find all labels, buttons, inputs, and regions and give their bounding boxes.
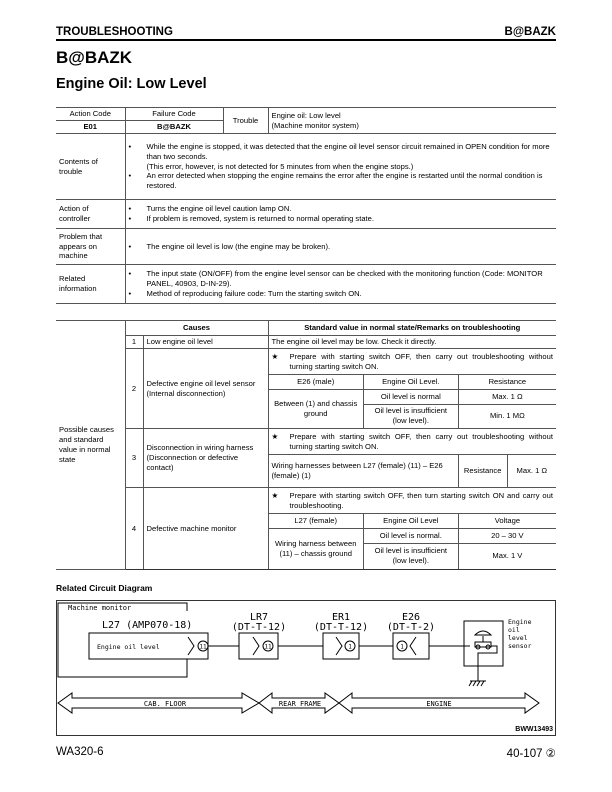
value: 20 – 30 V (458, 528, 556, 543)
subheader: Resistance (458, 375, 556, 389)
page-title: B@BAZK (56, 48, 133, 67)
remark-note: ★ Prepare with starting switch OFF, then carry out troubleshooting without turning starting switch ON. (268, 349, 556, 375)
pin-label: 1 (400, 643, 404, 651)
subheader: Engine Oil Level (363, 514, 458, 528)
failure-info-table (56, 107, 556, 304)
connector-e26 (393, 633, 429, 659)
subheader: L27 (female) (269, 514, 364, 528)
cause: Defective machine monitor (143, 488, 268, 570)
sensor-label: sensor (508, 642, 532, 650)
section-header: TROUBLESHOOTING (56, 26, 173, 38)
diagram-heading: Related Circuit Diagram (56, 583, 153, 593)
related-information: • The input state (ON/OFF) from the engine level sensor can be checked with the monitoring function (Code: MONITOR PANEL, 40903, D-IN-29). • Method of reproducing failure code: Turn the starting switch ON. (125, 265, 556, 304)
subheader: Voltage (458, 514, 556, 528)
action-of-controller: • Turns the engine oil level caution lamp ON. • If problem is removed, system is returned to normal operating state. (125, 200, 556, 229)
footer-model: WA320-6 (56, 746, 104, 758)
condition: Oil level is insufficient (low level). (363, 404, 458, 428)
sensor-label: oil (508, 626, 520, 634)
connector-lr7-type: (DT-T-12) (231, 622, 287, 633)
failure-code-label: Failure Code (125, 108, 223, 121)
pin-label: 1 (348, 643, 352, 651)
cause: Low engine oil level (143, 336, 268, 349)
harness-check-table (268, 455, 556, 488)
trouble-description: Engine oil: Low level (Machine monitor system) (268, 108, 556, 134)
cause-number: 1 (125, 336, 143, 349)
contents-of-trouble: • While the engine is stopped, it was detected that the engine oil level sensor circuit remained in OPEN condition for more than two seconds. (This error, however, is not detected for 5 minutes from when the engine stops.) • An error detected when stopping the engine remains the error after the engine is restarted until the normal condition is restored. (125, 134, 556, 200)
remark-note: ★ Prepare with starting switch OFF, then turn starting switch ON and carry out troubleshooting. (268, 488, 556, 514)
measure-point: Wiring harnesses between L27 (female) (11) – E26 (female) (1) (271, 461, 443, 480)
connector-er1 (323, 633, 359, 659)
zone-label: CAB. FLOOR (143, 700, 187, 708)
measure-point: Wiring harness between (11) – chassis ground (269, 528, 364, 569)
page-subtitle: Engine Oil: Low Level (56, 76, 207, 92)
cause-number: 4 (125, 488, 143, 570)
value: Max. 1 V (458, 543, 556, 569)
connector-e26-label: E26 (401, 612, 421, 623)
row-label: Action of controller (56, 200, 125, 229)
sensor-check-table (268, 375, 556, 429)
cause-number: 2 (125, 349, 143, 429)
action-code-label: Action Code (56, 108, 125, 121)
pin-label: 11 (199, 643, 207, 651)
action-code: E01 (56, 121, 125, 134)
subheader: E26 (male) (269, 375, 364, 389)
signal-label: Engine oil level (97, 643, 160, 651)
remark-note: ★ Prepare with starting switch OFF, then carry out troubleshooting without turning starting switch ON. (268, 429, 556, 455)
value: Max. 1 Ω (516, 466, 548, 476)
causes-side-label: Possible causes and standard value in normal state (56, 321, 125, 570)
cause: Disconnection in wiring harness (Disconnection or defective contact) (143, 429, 268, 488)
failure-code: B@BAZK (125, 121, 223, 134)
row-label: Problem that appears on machine (56, 229, 125, 265)
zone-label: REAR FRAME (278, 700, 322, 708)
item: Resistance (458, 455, 507, 487)
row-label: Related information (56, 265, 125, 304)
connector-lr7-label: LR7 (249, 612, 269, 623)
footer-page: 40-107 ② (506, 748, 556, 760)
header-code: B@BAZK (504, 26, 556, 38)
causes-table (56, 320, 556, 570)
row-label: Contents of trouble (56, 134, 125, 200)
col-causes: Causes (125, 321, 268, 336)
value: Min. 1 MΩ (458, 404, 556, 428)
condition: Oil level is normal (363, 389, 458, 404)
sensor-label: Engine (508, 618, 532, 626)
header-divider (56, 39, 556, 41)
circuit-diagram (56, 600, 556, 736)
trouble-label: Trouble (223, 108, 268, 134)
connector-er1-type: (DT-T-12) (313, 622, 369, 633)
zone-label: ENGINE (426, 700, 452, 708)
remark: The engine oil level may be low. Check it directly. (268, 336, 556, 349)
problem-on-machine: • The engine oil level is low (the engine may be broken). (125, 229, 556, 265)
value: Max. 1 Ω (458, 389, 556, 404)
ground-icon (469, 681, 486, 686)
machine-monitor-label: Machine monitor (68, 604, 132, 612)
connector-lr7 (239, 633, 278, 659)
measure-point: Between (1) and chassis ground (269, 389, 364, 428)
oil-level-sensor-icon (464, 621, 503, 681)
cause: Defective engine oil level sensor (Internal disconnection) (143, 349, 268, 429)
monitor-check-table (268, 514, 556, 570)
pin-label: 11 (264, 643, 272, 651)
cause-number: 3 (125, 429, 143, 488)
condition: Oil level is normal. (363, 528, 458, 543)
subheader: Engine Oil Level. (363, 375, 458, 389)
col-remarks: Standard value in normal state/Remarks on troubleshooting (268, 321, 556, 336)
figure-id: BWW13493 (515, 726, 553, 733)
machine-monitor-outline (58, 603, 187, 677)
connector-l27-label: L27 (AMP070-18) (102, 620, 193, 631)
sensor-label: level (508, 634, 528, 642)
connector-e26-type: (DT-T-2) (386, 622, 436, 633)
connector-er1-label: ER1 (331, 612, 351, 623)
condition: Oil level is insufficient (low level). (363, 543, 458, 569)
